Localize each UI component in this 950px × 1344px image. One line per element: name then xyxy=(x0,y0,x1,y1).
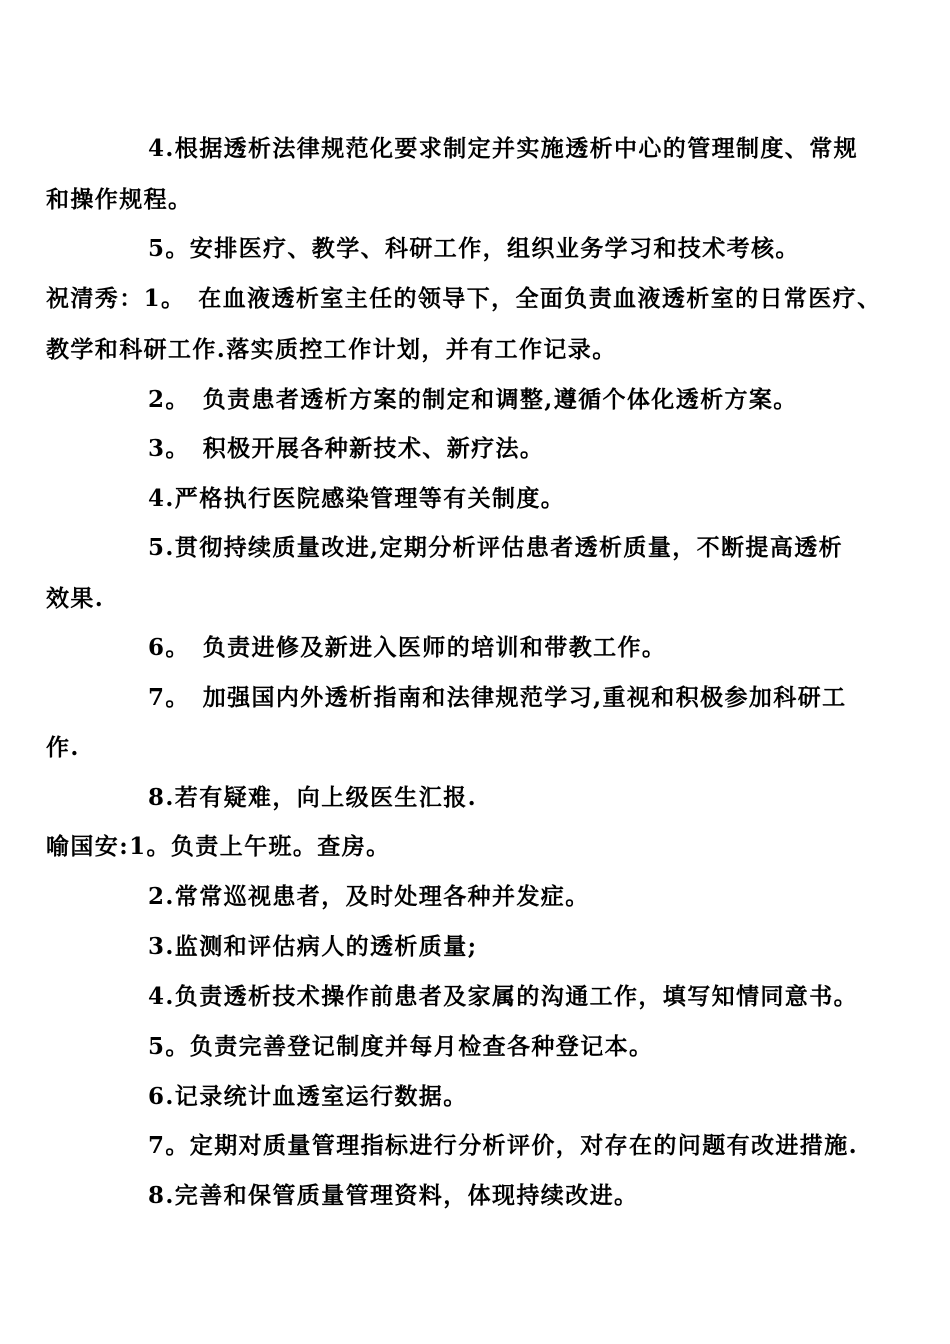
text-line: 和操作规程。 xyxy=(46,186,193,213)
text-line: 8.若有疑难，向上级医生汇报. xyxy=(148,784,478,811)
text-line: 7。 加强国内外透析指南和法律规范学习,重视和积极参加科研工 xyxy=(148,684,847,711)
text-line: 效果. xyxy=(46,585,105,612)
text-line: 5。负责完善登记制度并每月检查各种登记本。 xyxy=(148,1033,654,1060)
text-line: 4.负责透析技术操作前患者及家属的沟通工作，填写知情同意书。 xyxy=(148,983,859,1010)
text-line: 祝清秀：1。 在血液透析室主任的领导下，全面负责血液透析室的日常医疗、 xyxy=(46,285,882,312)
text-line: 2.常常巡视患者，及时处理各种并发症。 xyxy=(148,883,590,910)
text-line: 作. xyxy=(46,734,80,761)
text-line: 5.贯彻持续质量改进,定期分析评估患者透析质量，不断提高透析 xyxy=(148,534,844,561)
text-line: 2。 负责患者透析方案的制定和调整,遵循个体化透析方案。 xyxy=(148,386,798,413)
text-line: 8.完善和保管质量管理资料，体现持续改进。 xyxy=(148,1182,639,1209)
text-line: 4.根据透析法律规范化要求制定并实施透析中心的管理制度、常规 xyxy=(148,135,859,162)
text-line: 6。 负责进修及新进入医师的培训和带教工作。 xyxy=(148,634,667,661)
text-line: 6.记录统计血透室运行数据。 xyxy=(148,1083,468,1110)
text-line: 5。安排医疗、教学、科研工作，组织业务学习和技术考核。 xyxy=(148,235,800,262)
text-line: 4.严格执行医院感染管理等有关制度。 xyxy=(148,485,566,512)
text-line: 3.监测和评估病人的透析质量; xyxy=(148,933,478,960)
text-line: 7。定期对质量管理指标进行分析评价，对存在的问题有改进措施. xyxy=(148,1132,859,1159)
text-line: 教学和科研工作.落实质控工作计划，并有工作记录。 xyxy=(46,336,617,363)
text-line: 3。 积极开展各种新技术、新疗法。 xyxy=(148,435,545,462)
text-line: 喻国安:1。负责上午班。查房。 xyxy=(46,833,391,860)
